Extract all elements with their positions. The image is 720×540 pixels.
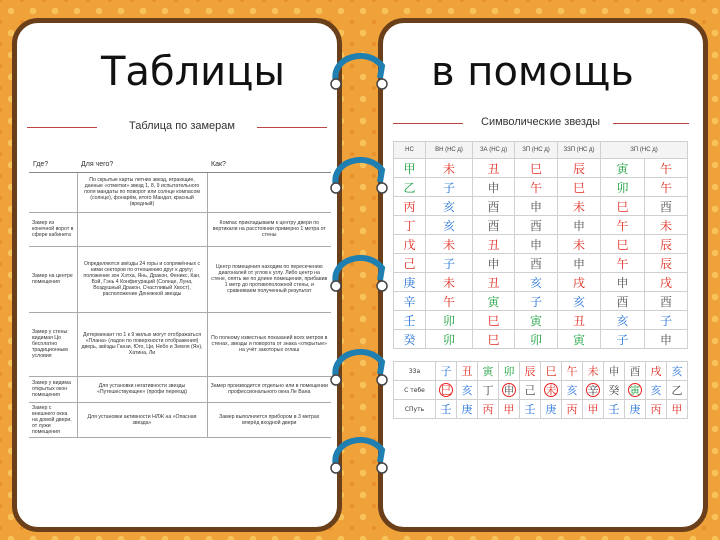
binder-ring: [326, 250, 394, 300]
right-table-caption: Символические звезды: [481, 116, 601, 128]
earthly-branch: 申: [558, 216, 601, 235]
branch-cell: [541, 381, 562, 400]
glyph: 亥: [461, 384, 473, 397]
earthly-branch: 申: [515, 197, 558, 216]
branch-table: [393, 361, 688, 419]
glyph: 丁: [482, 384, 494, 397]
branch-cell: [604, 381, 625, 400]
column-header: Как?: [207, 158, 331, 172]
cell-what: Определяются звёзды 24 горы и сопряжённых с ними секторов по отношению друг к другу; положение зон Хэтха, Янь, Дракон, Феникс, Кан, Вэй, Гэнь 4 Конфигураций (Солнце, Луна, Воздушный Дракон, Счастливый Хвост), расположение Денежной звезды: [77, 246, 207, 312]
earthly-branch: 子: [426, 254, 473, 273]
table-row: [29, 402, 331, 437]
heavenly-stem: 庚: [394, 273, 426, 292]
branch-cell: [520, 362, 541, 381]
branch-cell: [667, 400, 688, 419]
glyph: 寅: [482, 365, 494, 378]
table-row: [394, 292, 688, 311]
table-row: [394, 381, 688, 400]
right-page-title: в помощь: [431, 49, 634, 95]
left-page: [12, 18, 342, 532]
earthly-branch: 巳: [601, 197, 645, 216]
earthly-branch: 寅: [601, 159, 645, 178]
glyph: 壬: [440, 403, 452, 416]
circled-glyph: 寅: [629, 384, 641, 397]
divider: [257, 127, 327, 128]
row-label: С тебе: [394, 381, 436, 400]
heavenly-stem: 乙: [394, 178, 426, 197]
cell-what: По скрытые карты летних звезд, играющие, данные «отметки» звезд 1, 8, 9 испытательного поля мандаты по поворот или солнце компасом (солнце), фонарём, итого Мандат, красный (вредный): [77, 172, 207, 212]
circled-glyph: 巳: [440, 384, 452, 397]
table-row: [394, 254, 688, 273]
heavenly-stem: 壬: [394, 311, 426, 330]
divider: [393, 123, 463, 124]
table-row: [394, 273, 688, 292]
branch-cell: [478, 362, 499, 381]
heavenly-stem: 己: [394, 254, 426, 273]
cell-where: Замер у видима открытых окон помещения: [29, 376, 77, 402]
glyph: 午: [566, 365, 578, 378]
earthly-branch: 酉: [515, 216, 558, 235]
measurement-table: [29, 158, 331, 438]
earthly-branch: 酉: [645, 197, 688, 216]
earthly-branch: 亥: [558, 292, 601, 311]
column-header: Где?: [29, 158, 77, 172]
column-header: ВН (НС д): [426, 142, 473, 159]
branch-cell: [436, 381, 457, 400]
right-page: [378, 18, 708, 532]
earthly-branch: 午: [645, 178, 688, 197]
column-header: ЗП (НС д): [601, 142, 688, 159]
table-row: [394, 362, 688, 381]
glyph: 子: [440, 365, 452, 378]
branch-cell: [478, 400, 499, 419]
branch-cell: [583, 400, 604, 419]
column-header: НС: [394, 142, 426, 159]
symbolic-stars-table: [393, 141, 688, 349]
branch-cell: [436, 400, 457, 419]
branch-cell: [520, 400, 541, 419]
branch-cell: [646, 362, 667, 381]
glyph: 亥: [566, 384, 578, 397]
branch-cell: [457, 400, 478, 419]
branch-cell: [667, 362, 688, 381]
earthly-branch: 午: [515, 178, 558, 197]
heavenly-stem: 丙: [394, 197, 426, 216]
earthly-branch: 未: [645, 216, 688, 235]
glyph: 申: [608, 365, 620, 378]
earthly-branch: 未: [558, 197, 601, 216]
cell-what: Для установки негативности звезды «Путешествующее» (профи переезд): [77, 376, 207, 402]
branch-cell: [583, 362, 604, 381]
glyph: 未: [587, 365, 599, 378]
column-header: Для чего?: [77, 158, 207, 172]
table-row: [394, 400, 688, 419]
glyph: 丙: [650, 403, 662, 416]
earthly-branch: 子: [426, 178, 473, 197]
heavenly-stem: 戊: [394, 235, 426, 254]
table-row: [394, 216, 688, 235]
glyph: 辰: [524, 365, 536, 378]
earthly-branch: 辰: [645, 235, 688, 254]
row-label: ЗЗа: [394, 362, 436, 381]
earthly-branch: 申: [473, 254, 515, 273]
cell-where: [29, 172, 77, 212]
earthly-branch: 酉: [645, 292, 688, 311]
branch-cell: [625, 362, 646, 381]
branch-cell: [667, 381, 688, 400]
earthly-branch: 未: [426, 159, 473, 178]
earthly-branch: 酉: [473, 197, 515, 216]
earthly-branch: 巳: [473, 330, 515, 349]
branch-cell: [604, 362, 625, 381]
earthly-branch: 未: [558, 235, 601, 254]
earthly-branch: 子: [601, 330, 645, 349]
earthly-branch: 午: [601, 254, 645, 273]
branch-cell: [625, 400, 646, 419]
cell-where: Замер из конечной ворот в сфере кабинета: [29, 212, 77, 246]
branch-cell: [562, 400, 583, 419]
branch-cell: [541, 362, 562, 381]
circled-glyph: 申: [503, 384, 515, 397]
cell-how: Замер выполняется прибором в 3 метрах вперёд входной двери: [207, 402, 331, 437]
cell-how: Центр помещения находим по пересечению диагоналей от углов к углу. Либо центр на стене, опять же по длине помещения, прибавив 1 метр до противоположной стены, и сравниваем полученный результат: [207, 246, 331, 312]
table-row: [29, 172, 331, 212]
glyph: 壬: [608, 403, 620, 416]
glyph: 卯: [503, 365, 515, 378]
earthly-branch: 戌: [558, 273, 601, 292]
column-header: ЗП (НС д): [515, 142, 558, 159]
glyph: 酉: [629, 365, 641, 378]
branch-cell: [562, 381, 583, 400]
earthly-branch: 未: [426, 235, 473, 254]
earthly-branch: 卯: [601, 178, 645, 197]
earthly-branch: 寅: [515, 311, 558, 330]
earthly-branch: 申: [473, 178, 515, 197]
glyph: 庚: [629, 403, 641, 416]
left-page-title: Таблицы: [101, 49, 285, 95]
binder-ring: [326, 344, 394, 394]
cell-where: Замер с внешнего окна на домой двери, от лужи помещения: [29, 402, 77, 437]
earthly-branch: 申: [645, 330, 688, 349]
cell-what: [77, 212, 207, 246]
branch-cell: [478, 381, 499, 400]
earthly-branch: 酉: [473, 216, 515, 235]
table-row: [394, 235, 688, 254]
table-row: [29, 246, 331, 312]
glyph: 己: [524, 384, 536, 397]
table-row: [394, 159, 688, 178]
binder-ring: [326, 432, 394, 482]
earthly-branch: 申: [515, 235, 558, 254]
cell-how: Компас прикладываем к центру двери по вертикали на расстоянии примерно 1 метра от стены: [207, 212, 331, 246]
binder-ring: [326, 48, 394, 98]
cell-where: Замер у стены: видимая Цо бесплатно традиционным условия: [29, 312, 77, 376]
branch-cell: [604, 400, 625, 419]
glyph: 巳: [545, 365, 557, 378]
binder-ring: [326, 152, 394, 202]
earthly-branch: 申: [558, 254, 601, 273]
branch-cell: [457, 381, 478, 400]
cell-how: По полному известных показаний всех метров в стенах, звезды и поворота от знака «открытые» на учёт закоторых оглаш: [207, 312, 331, 376]
earthly-branch: 巳: [558, 178, 601, 197]
branch-cell: [625, 381, 646, 400]
branch-cell: [499, 362, 520, 381]
glyph: 壬: [524, 403, 536, 416]
glyph: 癸: [608, 384, 620, 397]
earthly-branch: 巳: [473, 311, 515, 330]
branch-cell: [583, 381, 604, 400]
cell-how: Замер производится отдельно или в помещении профессионального окна Ле Вана: [207, 376, 331, 402]
earthly-branch: 未: [426, 273, 473, 292]
earthly-branch: 丑: [473, 273, 515, 292]
table-row: [29, 312, 331, 376]
cell-how: [207, 172, 331, 212]
table-row: [394, 178, 688, 197]
earthly-branch: 丑: [473, 159, 515, 178]
heavenly-stem: 甲: [394, 159, 426, 178]
earthly-branch: 午: [426, 292, 473, 311]
earthly-branch: 亥: [601, 311, 645, 330]
table-row: [394, 330, 688, 349]
earthly-branch: 亥: [426, 216, 473, 235]
row-label: СПуть: [394, 400, 436, 419]
earthly-branch: 辰: [645, 254, 688, 273]
branch-cell: [499, 400, 520, 419]
cell-where: Замер на центре помещения: [29, 246, 77, 312]
table-row: [29, 212, 331, 246]
heavenly-stem: 辛: [394, 292, 426, 311]
heavenly-stem: 癸: [394, 330, 426, 349]
earthly-branch: 辰: [558, 159, 601, 178]
branch-cell: [436, 362, 457, 381]
glyph: 甲: [503, 403, 515, 416]
branch-cell: [646, 400, 667, 419]
branch-cell: [646, 381, 667, 400]
glyph: 丙: [482, 403, 494, 416]
earthly-branch: 巳: [601, 235, 645, 254]
cell-what: Для установки активности НЛЖ на «Опасная звезда»: [77, 402, 207, 437]
earthly-branch: 寅: [558, 330, 601, 349]
earthly-branch: 亥: [426, 197, 473, 216]
left-table-caption: Таблица по замерам: [129, 120, 235, 132]
glyph: 甲: [671, 403, 683, 416]
heavenly-stem: 丁: [394, 216, 426, 235]
glyph: 戌: [650, 365, 662, 378]
earthly-branch: 卯: [426, 311, 473, 330]
glyph: 丙: [566, 403, 578, 416]
table-row: [394, 197, 688, 216]
branch-cell: [457, 362, 478, 381]
glyph: 庚: [461, 403, 473, 416]
earthly-branch: 酉: [515, 254, 558, 273]
glyph: 亥: [671, 365, 683, 378]
cell-what: Детерминант по 1 к 9 жилых могут отображаться «Плана» (ладон по поверхности отображения) дверь, звёзды Ганзи, Юго, Ци, Небо и Земля (Ян), Хатина, Ли: [77, 312, 207, 376]
earthly-branch: 子: [645, 311, 688, 330]
divider: [27, 127, 97, 128]
earthly-branch: 卯: [515, 330, 558, 349]
divider: [613, 123, 689, 124]
earthly-branch: 戌: [645, 273, 688, 292]
glyph: 甲: [587, 403, 599, 416]
branch-cell: [520, 381, 541, 400]
earthly-branch: 申: [601, 273, 645, 292]
branch-cell: [562, 362, 583, 381]
glyph: 庚: [545, 403, 557, 416]
earthly-branch: 午: [601, 216, 645, 235]
circled-glyph: 未: [545, 384, 557, 397]
branch-cell: [499, 381, 520, 400]
earthly-branch: 酉: [601, 292, 645, 311]
earthly-branch: 寅: [473, 292, 515, 311]
earthly-branch: 丑: [473, 235, 515, 254]
circled-glyph: 辛: [587, 384, 599, 397]
glyph: 丑: [461, 365, 473, 378]
column-header: ЗЗП (НС д): [558, 142, 601, 159]
glyph: 乙: [671, 384, 683, 397]
column-header: ЗА (НС д): [473, 142, 515, 159]
earthly-branch: 巳: [515, 159, 558, 178]
earthly-branch: 午: [645, 159, 688, 178]
branch-cell: [541, 400, 562, 419]
earthly-branch: 丑: [558, 311, 601, 330]
earthly-branch: 卯: [426, 330, 473, 349]
table-row: [29, 376, 331, 402]
glyph: 亥: [650, 384, 662, 397]
table-row: [394, 311, 688, 330]
earthly-branch: 亥: [515, 273, 558, 292]
earthly-branch: 子: [515, 292, 558, 311]
